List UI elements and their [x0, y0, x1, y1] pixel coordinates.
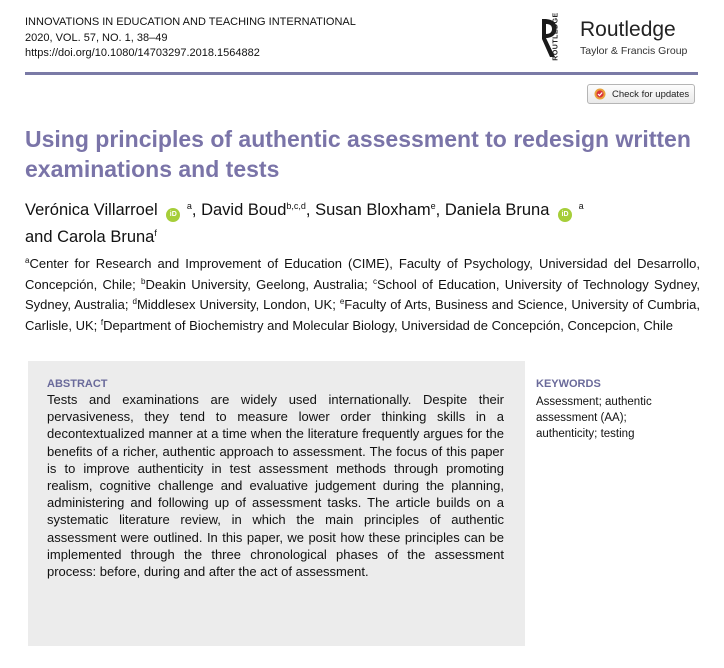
author-name: Carola Bruna: [57, 228, 155, 246]
author-separator: ,: [191, 201, 202, 219]
orcid-icon[interactable]: iD: [558, 208, 572, 222]
header-divider: [25, 72, 698, 75]
check-for-updates-button[interactable]: [587, 84, 695, 104]
keyword: authenticity;: [536, 428, 598, 440]
affiliation-mark: d: [132, 297, 137, 306]
journal-info: [25, 15, 356, 62]
keyword: testing: [600, 428, 635, 440]
check-for-updates-label: Check for updates: [612, 88, 690, 100]
author-affiliation-mark: f: [154, 228, 157, 238]
publisher-group: Taylor & Francis Group: [580, 45, 688, 57]
publisher-logo: [538, 12, 703, 61]
author-connector: and: [25, 228, 58, 246]
author-name: David Boud: [201, 201, 287, 219]
keyword: authentic assessment (AA);: [536, 396, 652, 424]
affiliation-text: Faculty of Arts, Business and Science, University of Cumbria, Carlisle, UK;: [25, 297, 700, 333]
affiliation-text: Center for Research and Improvement of Education (CIME), Faculty of Psychology, Universidad del Desarrollo, Concepción, Chile;: [25, 256, 700, 292]
author-name: Verónica Villarroel: [25, 201, 158, 219]
publisher-name: Routledge: [580, 18, 676, 41]
author-affiliation-mark: b,c,d: [286, 201, 306, 211]
affiliations: [25, 252, 700, 334]
affiliation-text: Middlesex University, London, UK;: [136, 297, 340, 312]
journal-volume: 2020, VOL. 57, NO. 1, 38–49: [25, 31, 168, 44]
affiliation-text: Department of Biochemistry and Molecular Biology, Universidad de Concepción, Concepcion, Chile: [103, 317, 673, 333]
abstract-panel: [28, 361, 525, 646]
journal-doi-link[interactable]: https://doi.org/10.1080/14703297.2018.1564882: [25, 47, 260, 59]
affiliation-mark: e: [339, 297, 345, 306]
author-separator: ,: [305, 201, 316, 219]
author-name: Daniela Bruna: [444, 201, 550, 219]
abstract-heading: ABSTRACT: [47, 378, 108, 390]
affiliation-mark: f: [100, 317, 104, 327]
author-affiliation-mark: e: [430, 201, 436, 211]
author-affiliation-mark: a: [186, 201, 192, 211]
author-list: [25, 195, 705, 248]
article-title: Using principles of authentic assessment to redesign written examinations and tests: [25, 126, 691, 182]
crossmark-icon: [594, 88, 606, 100]
keywords-list: [536, 394, 686, 442]
author-affiliation-mark: a: [578, 201, 584, 211]
affiliation-mark: c: [372, 276, 377, 286]
affiliation-text: School of Education, University of Technology Sydney, Sydney, Australia;: [25, 276, 700, 312]
orcid-icon[interactable]: iD: [166, 208, 180, 222]
journal-name: INNOVATIONS IN EDUCATION AND TEACHING INTERNATIONAL: [25, 16, 356, 28]
abstract-text: Tests and examinations are widely used internationally. Despite their pervasiveness, they tend to measure lower order thinking skills in a decontextualized manner at a time when the literature frequently argues for the benefits of a richer, authentic approach to assessment. The focus of this paper is to improve authenticity in test assessment methods through promoting realism, cognitive challenge and evaluative judgement during the planning, administering and following up of assessment tasks. The article builds on a systematic literature review, in which the main principles of authentic assessment were outlined. In this paper, we posit how these principles can be implemented through the three chronological phases of the assessment process: before, during and after the act of assessment.: [47, 392, 504, 580]
author-separator: ,: [435, 201, 445, 219]
affiliation-mark: a: [25, 256, 30, 265]
affiliation-text: Deakin University, Geelong, Australia;: [145, 276, 373, 292]
publisher-side-text: ROUTLEDGE: [552, 12, 560, 61]
keyword: Assessment;: [536, 396, 602, 408]
affiliation-mark: b: [141, 276, 146, 286]
author-name: Susan Bloxham: [315, 201, 431, 219]
keywords-heading: KEYWORDS: [536, 378, 601, 390]
